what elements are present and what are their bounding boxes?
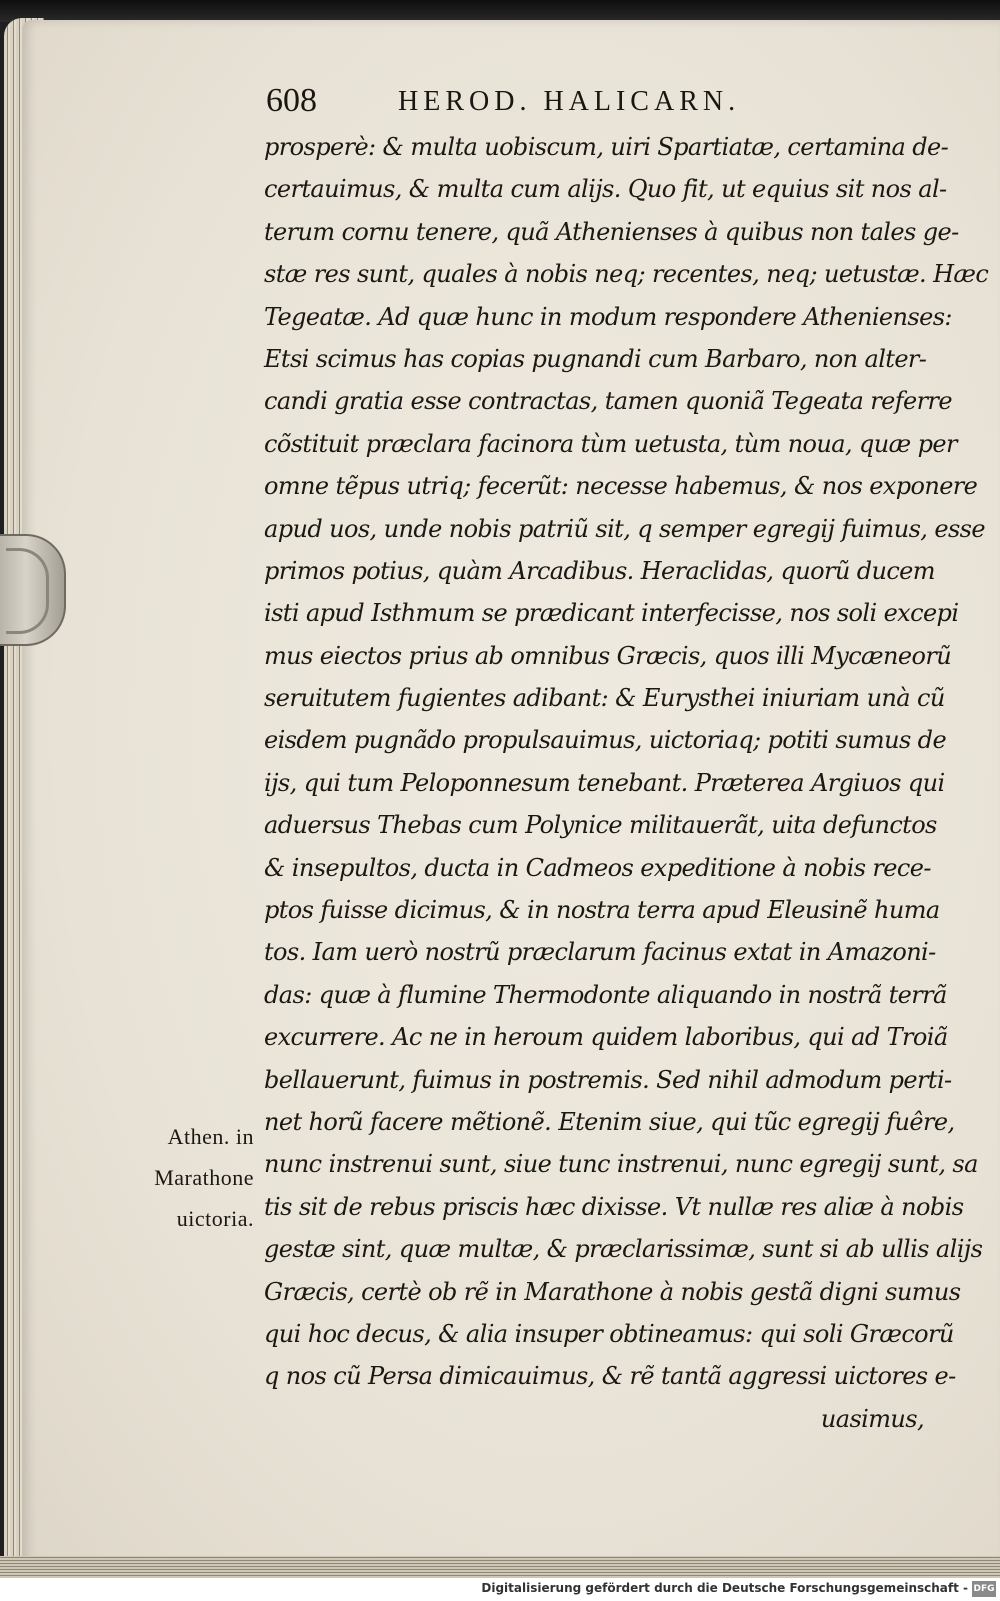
top-shadow — [0, 0, 1000, 22]
text-line: seruitutem fugientes adibant: & Eurysthei iniuriam unà cũ — [264, 684, 945, 713]
text-line: ijs, qui tum Peloponnesum tenebant. Præterea Argiuos qui — [264, 768, 945, 797]
margin-note-line: uictoria. — [176, 1206, 254, 1231]
text-line: cõstituit præclara facinora tùm uetusta, tùm noua, quæ per — [264, 429, 957, 458]
text-line: mus eiectos prius ab omnibus Græcis, quos illi Mycæneorũ — [264, 641, 952, 670]
margin-note-line: Marathone — [154, 1165, 254, 1190]
text-line: ptos fuisse dicimus, & in nostra terra apud Eleusinẽ huma — [264, 896, 940, 925]
text-line: aduersus Thebas cum Polynice militauerãt, uita defunctos — [264, 811, 937, 840]
funding-credit: Digitalisierung gefördert durch die Deutsche Forschungsgemeinschaft - — [481, 1581, 968, 1595]
text-line: excurrere. Ac ne in heroum quidem laboribus, qui ad Troiã — [264, 1023, 948, 1052]
text-line: eisdem pugnãdo propulsauimus, uictoriaq; potiti sumus de — [264, 726, 947, 755]
text-line: bellauerunt, fuimus in postremis. Sed nihil admodum perti- — [264, 1065, 952, 1094]
text-line: net horũ facere mẽtionẽ. Etenim siue, qui tũc egregij fuêre, — [264, 1107, 955, 1136]
text-line: qui hoc decus, & alia insuper obtineamus: qui soli Græcorũ — [264, 1319, 954, 1348]
text-line: das: quæ à flumine Thermodonte aliquando in nostrã terrã — [264, 980, 947, 1009]
text-line: q nos cũ Persa dimicauimus, & rẽ tantã aggressi uictores e- — [264, 1362, 956, 1391]
body-text — [264, 126, 989, 1440]
running-head: HEROD. HALICARN. — [398, 86, 741, 117]
text-line: certauimus, & multa cum alijs. Quo fit, ut equius sit nos al- — [264, 175, 947, 204]
text-line: candi gratia esse contractas, tamen quoniã Tegeata referre — [264, 387, 952, 416]
margin-note-line: Athen. in — [167, 1124, 254, 1149]
text-line: uasimus, — [820, 1404, 924, 1433]
book-clasp-ring — [6, 548, 49, 634]
text-line: prosperè: & multa uobiscum, uiri Spartiatæ, certamina de- — [264, 133, 949, 161]
text-line: omne tẽpus utriq; fecerũt: necesse habemus, & nos exponere — [264, 472, 978, 501]
text-line: tis sit de rebus priscis hæc dixisse. Vt nullæ res aliæ à nobis — [264, 1192, 964, 1221]
text-line: & insepultos, ducta in Cadmeos expeditione à nobis rece- — [264, 853, 931, 882]
text-line: gestæ sint, quæ multæ, & præclarissimæ, sunt si ab ullis alijs — [264, 1235, 983, 1264]
text-line: stæ res sunt, quales à nobis neq; recentes, neq; uetustæ. Hæc — [264, 260, 989, 289]
page-number: 608 — [266, 82, 317, 119]
text-line: apud uos, unde nobis patriũ sit, q semper egregij fuimus, esse — [264, 514, 985, 543]
text-line: nunc instrenui sunt, siue tunc instrenui, nunc egregij sunt, sa — [264, 1150, 978, 1179]
text-line: Etsi scimus has copias pugnandi cum Barbaro, non alter- — [264, 344, 927, 373]
text-line: isti apud Isthmum se prædicant interfecisse, nos soli excepi — [264, 599, 959, 628]
dfg-logo-icon: DFG — [972, 1581, 996, 1597]
footer-bar — [0, 1578, 1000, 1601]
text-line: Græcis, certè ob rẽ in Marathone à nobis gestã digni sumus — [264, 1277, 961, 1306]
book-bottom-edges — [0, 1556, 1000, 1578]
text-line: terum cornu tenere, quã Athenienses à quibus non tales ge- — [264, 217, 959, 246]
text-line: tos. Iam uerò nostrũ præclarum facinus extat in Amazoni- — [264, 938, 936, 967]
text-line: Tegeatæ. Ad quæ hunc in modum respondere Athenienses: — [264, 302, 952, 331]
text-line: primos potius, quàm Arcadibus. Heraclidas, quorũ ducem — [264, 556, 935, 585]
